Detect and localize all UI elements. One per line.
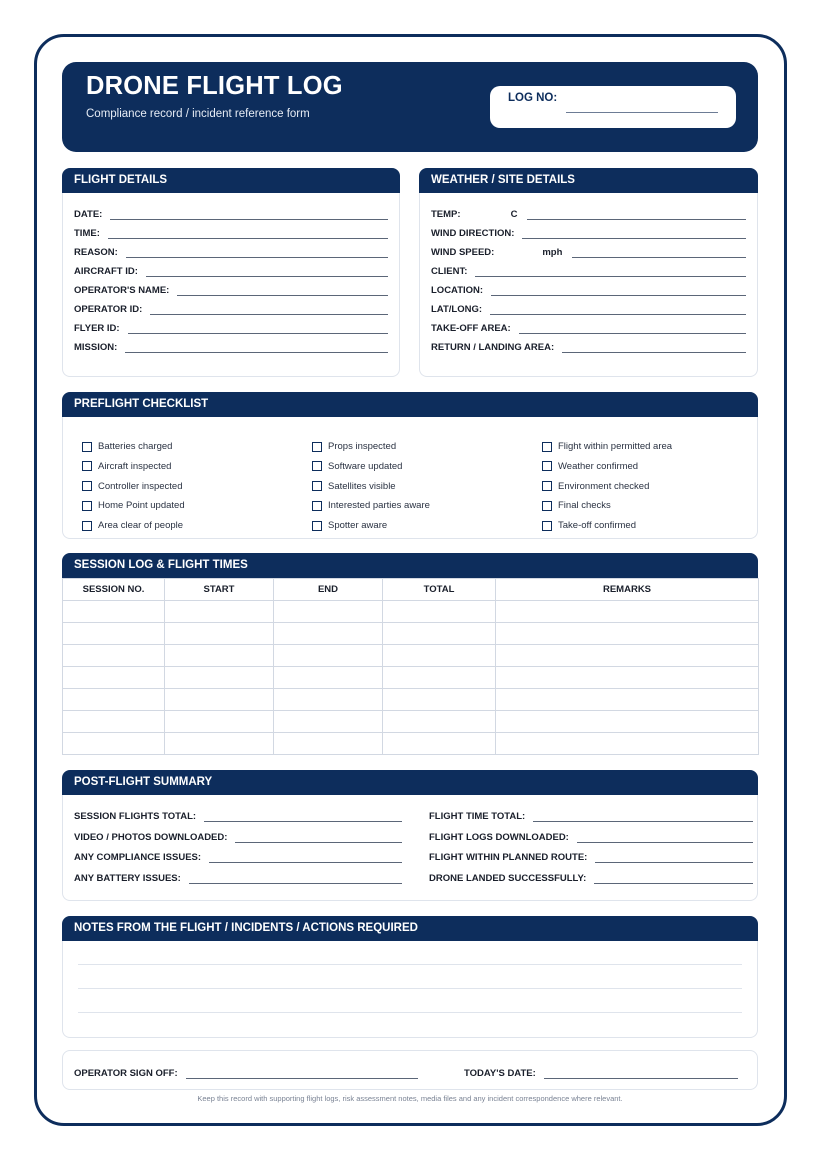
- checklist-item[interactable]: [82, 441, 172, 452]
- table-cell[interactable]: [496, 667, 759, 689]
- post-flight-field[interactable]: [429, 871, 753, 885]
- checkbox[interactable]: [542, 481, 552, 491]
- table-cell[interactable]: [496, 645, 759, 667]
- notes-line[interactable]: [78, 988, 742, 989]
- temp-line[interactable]: [527, 219, 746, 220]
- checklist-item[interactable]: [312, 481, 396, 492]
- flight-detail-field[interactable]: [74, 340, 388, 354]
- flight-detail-line[interactable]: [128, 333, 388, 334]
- table-row: [63, 601, 759, 623]
- operator-signoff-label: OPERATOR SIGN OFF:: [74, 1068, 178, 1079]
- col-end: END: [274, 579, 383, 601]
- checklist-item[interactable]: [542, 520, 636, 531]
- checkbox[interactable]: [312, 442, 322, 452]
- flight-detail-line[interactable]: [110, 219, 388, 220]
- post-flight-field[interactable]: [74, 850, 402, 864]
- table-cell[interactable]: [383, 667, 496, 689]
- table-cell[interactable]: [165, 733, 274, 755]
- table-row: [63, 711, 759, 733]
- checkbox[interactable]: [82, 461, 92, 471]
- flight-detail-line[interactable]: [126, 257, 388, 258]
- post-flight-label: FLIGHT TIME TOTAL:: [429, 811, 526, 822]
- flight-details-heading: FLIGHT DETAILS: [62, 168, 400, 193]
- post-flight-label: FLIGHT LOGS DOWNLOADED:: [429, 831, 569, 843]
- temp-label: TEMP:: [431, 209, 461, 220]
- post-flight-line[interactable]: [189, 883, 402, 884]
- table-row: [63, 689, 759, 711]
- table-cell[interactable]: [63, 623, 165, 645]
- post-flight-field[interactable]: [74, 871, 402, 885]
- weather-heading: WEATHER / SITE DETAILS: [419, 168, 758, 193]
- header-banner: [62, 62, 758, 152]
- flight-detail-field[interactable]: [74, 302, 388, 316]
- wind-direction-line[interactable]: [522, 238, 746, 239]
- checkbox[interactable]: [312, 521, 322, 531]
- checklist-item-label: Controller inspected: [98, 480, 183, 492]
- table-cell[interactable]: [274, 623, 383, 645]
- takeoff-area-field[interactable]: [431, 321, 746, 335]
- table-cell[interactable]: [274, 645, 383, 667]
- wind-speed-unit: mph: [542, 247, 563, 258]
- session-log-heading: SESSION LOG & FLIGHT TIMES: [62, 553, 758, 578]
- operator-signoff-line[interactable]: [186, 1078, 418, 1079]
- log-no-label: LOG NO:: [508, 92, 558, 104]
- table-cell[interactable]: [383, 689, 496, 711]
- checklist-item[interactable]: [312, 461, 402, 472]
- takeoff-area-line[interactable]: [519, 333, 746, 334]
- col-remarks: REMARKS: [496, 579, 759, 601]
- flight-detail-field[interactable]: [74, 264, 388, 278]
- table-cell[interactable]: [165, 601, 274, 623]
- post-flight-line[interactable]: [533, 821, 753, 822]
- table-cell[interactable]: [274, 711, 383, 733]
- checkbox[interactable]: [542, 521, 552, 531]
- checklist-item[interactable]: [312, 500, 430, 511]
- table-cell[interactable]: [496, 601, 759, 623]
- checklist-item-label: Take-off confirmed: [558, 520, 636, 532]
- table-cell[interactable]: [63, 645, 165, 667]
- flight-detail-field[interactable]: [74, 226, 388, 240]
- checklist-item[interactable]: [82, 461, 171, 472]
- table-cell[interactable]: [165, 711, 274, 733]
- wind-speed-line[interactable]: [572, 257, 746, 258]
- checklist-item[interactable]: [542, 500, 611, 511]
- post-flight-label: DRONE LANDED SUCCESSFULLY:: [429, 873, 587, 885]
- table-cell[interactable]: [165, 667, 274, 689]
- post-flight-field[interactable]: [74, 830, 402, 844]
- flight-detail-label: TIME:: [74, 228, 100, 239]
- flight-detail-label: OPERATOR'S NAME:: [74, 285, 170, 296]
- table-row: [63, 645, 759, 667]
- todays-date-field[interactable]: [464, 1066, 738, 1080]
- checkbox[interactable]: [542, 461, 552, 471]
- wind-speed-label: WIND SPEED:: [431, 247, 495, 258]
- checklist-item-label: Home Point updated: [98, 500, 185, 512]
- checkbox[interactable]: [542, 442, 552, 452]
- table-cell[interactable]: [496, 623, 759, 645]
- flight-detail-label: REASON:: [74, 247, 118, 258]
- location-label: LOCATION:: [431, 285, 484, 296]
- checklist-item[interactable]: [312, 520, 387, 531]
- notes-heading: NOTES FROM THE FLIGHT / INCIDENTS / ACTIONS REQUIRED: [62, 916, 758, 941]
- checkbox[interactable]: [82, 521, 92, 531]
- checkbox[interactable]: [82, 481, 92, 491]
- checklist-item-label: Weather confirmed: [558, 460, 639, 472]
- checklist-item-label: Flight within permitted area: [558, 441, 673, 452]
- checklist-item-label: Spotter aware: [328, 520, 388, 532]
- table-row: [63, 623, 759, 645]
- checkbox[interactable]: [312, 481, 322, 491]
- col-session-no: SESSION NO.: [63, 579, 165, 601]
- checklist-item-label: Software updated: [328, 460, 403, 472]
- flight-detail-label: DATE:: [74, 209, 103, 220]
- flight-detail-label: MISSION:: [74, 342, 118, 353]
- post-flight-line[interactable]: [595, 862, 753, 863]
- col-total: TOTAL: [383, 579, 496, 601]
- table-cell[interactable]: [496, 733, 759, 755]
- footer-note: Keep this record with supporting flight logs, risk assessment notes, media files and any incident correspondence where relevant.: [197, 1094, 623, 1103]
- location-field[interactable]: [431, 283, 746, 297]
- table-cell[interactable]: [63, 601, 165, 623]
- checklist-item-label: Area clear of people: [98, 520, 184, 532]
- landing-area-line[interactable]: [562, 352, 746, 353]
- post-flight-heading: POST-FLIGHT SUMMARY: [62, 770, 758, 795]
- table-cell[interactable]: [165, 623, 274, 645]
- table-cell[interactable]: [383, 645, 496, 667]
- page-subtitle: Compliance record / incident reference form: [86, 108, 310, 120]
- temp-unit: C: [510, 209, 518, 220]
- post-flight-line[interactable]: [594, 883, 753, 884]
- post-flight-field[interactable]: [429, 830, 753, 844]
- latlong-line[interactable]: [490, 314, 746, 315]
- post-flight-line[interactable]: [204, 821, 402, 822]
- checklist-item-label: Aircraft inspected: [98, 460, 172, 472]
- table-cell[interactable]: [383, 711, 496, 733]
- client-label: CLIENT:: [431, 266, 468, 277]
- table-cell[interactable]: [496, 689, 759, 711]
- wind-speed-field[interactable]: [431, 245, 746, 259]
- checklist-item-label: Interested parties aware: [328, 500, 430, 512]
- checkbox[interactable]: [312, 461, 322, 471]
- checkbox[interactable]: [82, 442, 92, 452]
- checklist-item-label: Satellites visible: [328, 480, 396, 492]
- landing-area-field[interactable]: [431, 340, 746, 354]
- wind-direction-field[interactable]: [431, 226, 746, 240]
- wind-direction-label: WIND DIRECTION:: [431, 228, 515, 239]
- table-cell[interactable]: [63, 689, 165, 711]
- post-flight-label: FLIGHT WITHIN PLANNED ROUTE:: [429, 852, 588, 864]
- session-log-header-row: [63, 579, 759, 601]
- table-cell[interactable]: [165, 645, 274, 667]
- table-row: [63, 733, 759, 755]
- log-no-box[interactable]: [490, 86, 736, 128]
- latlong-label: LAT/LONG:: [431, 304, 483, 315]
- location-line[interactable]: [491, 295, 746, 296]
- checklist-item-label: Batteries charged: [98, 441, 173, 452]
- table-cell[interactable]: [274, 689, 383, 711]
- temp-field[interactable]: [431, 207, 746, 221]
- post-flight-label: ANY BATTERY ISSUES:: [74, 873, 181, 885]
- checkbox[interactable]: [82, 501, 92, 511]
- post-flight-label: SESSION FLIGHTS TOTAL:: [74, 811, 197, 822]
- checklist-item[interactable]: [542, 441, 672, 452]
- checklist-item[interactable]: [542, 461, 638, 472]
- flight-detail-field[interactable]: [74, 283, 388, 297]
- checklist-item-label: Final checks: [558, 500, 611, 512]
- checkbox[interactable]: [312, 501, 322, 511]
- table-cell[interactable]: [63, 667, 165, 689]
- todays-date-line[interactable]: [544, 1078, 738, 1079]
- post-flight-line[interactable]: [209, 862, 402, 863]
- checklist-heading: PREFLIGHT CHECKLIST: [62, 392, 758, 417]
- checklist-item[interactable]: [82, 520, 183, 531]
- latlong-field[interactable]: [431, 302, 746, 316]
- flight-detail-line[interactable]: [150, 314, 388, 315]
- checklist-item[interactable]: [312, 441, 396, 452]
- notes-line[interactable]: [78, 1012, 742, 1013]
- checklist-item[interactable]: [82, 500, 185, 511]
- post-flight-label: ANY COMPLIANCE ISSUES:: [74, 852, 202, 864]
- log-no-line[interactable]: [566, 112, 718, 113]
- page-title: DRONE FLIGHT LOG: [86, 72, 343, 100]
- flight-detail-field[interactable]: [74, 207, 388, 221]
- table-cell[interactable]: [274, 733, 383, 755]
- table-cell[interactable]: [383, 601, 496, 623]
- checkbox[interactable]: [542, 501, 552, 511]
- table-cell[interactable]: [165, 689, 274, 711]
- landing-area-label: RETURN / LANDING AREA:: [431, 342, 555, 353]
- flight-detail-line[interactable]: [108, 238, 388, 239]
- flight-detail-line[interactable]: [146, 276, 388, 277]
- table-cell[interactable]: [274, 667, 383, 689]
- notes-line[interactable]: [78, 964, 742, 965]
- takeoff-area-label: TAKE-OFF AREA:: [431, 323, 511, 334]
- post-flight-field[interactable]: [74, 809, 402, 823]
- session-log-table: [62, 578, 759, 755]
- checklist-item[interactable]: [542, 481, 649, 492]
- post-flight-field[interactable]: [429, 809, 753, 823]
- notes-panel[interactable]: [62, 941, 758, 1038]
- todays-date-label: TODAY'S DATE:: [464, 1068, 536, 1079]
- post-flight-field[interactable]: [429, 850, 753, 864]
- table-cell[interactable]: [383, 623, 496, 645]
- flight-detail-label: OPERATOR ID:: [74, 304, 143, 315]
- checklist-item-label: Environment checked: [558, 480, 650, 492]
- checklist-item[interactable]: [82, 481, 183, 492]
- table-cell[interactable]: [63, 711, 165, 733]
- checklist-item-label: Props inspected: [328, 441, 397, 452]
- flight-detail-label: FLYER ID:: [74, 323, 120, 334]
- client-field[interactable]: [431, 264, 746, 278]
- table-cell[interactable]: [63, 733, 165, 755]
- table-cell[interactable]: [383, 733, 496, 755]
- post-flight-line[interactable]: [577, 842, 753, 843]
- client-line[interactable]: [475, 276, 746, 277]
- post-flight-line[interactable]: [235, 842, 402, 843]
- table-cell[interactable]: [496, 711, 759, 733]
- col-start: START: [165, 579, 274, 601]
- post-flight-label: VIDEO / PHOTOS DOWNLOADED:: [74, 831, 228, 843]
- table-row: [63, 667, 759, 689]
- operator-signoff-field[interactable]: [74, 1066, 418, 1080]
- flight-detail-field[interactable]: [74, 321, 388, 335]
- flight-detail-line[interactable]: [125, 352, 388, 353]
- table-cell[interactable]: [274, 601, 383, 623]
- flight-detail-line[interactable]: [177, 295, 388, 296]
- flight-detail-label: AIRCRAFT ID:: [74, 266, 138, 277]
- flight-detail-field[interactable]: [74, 245, 388, 259]
